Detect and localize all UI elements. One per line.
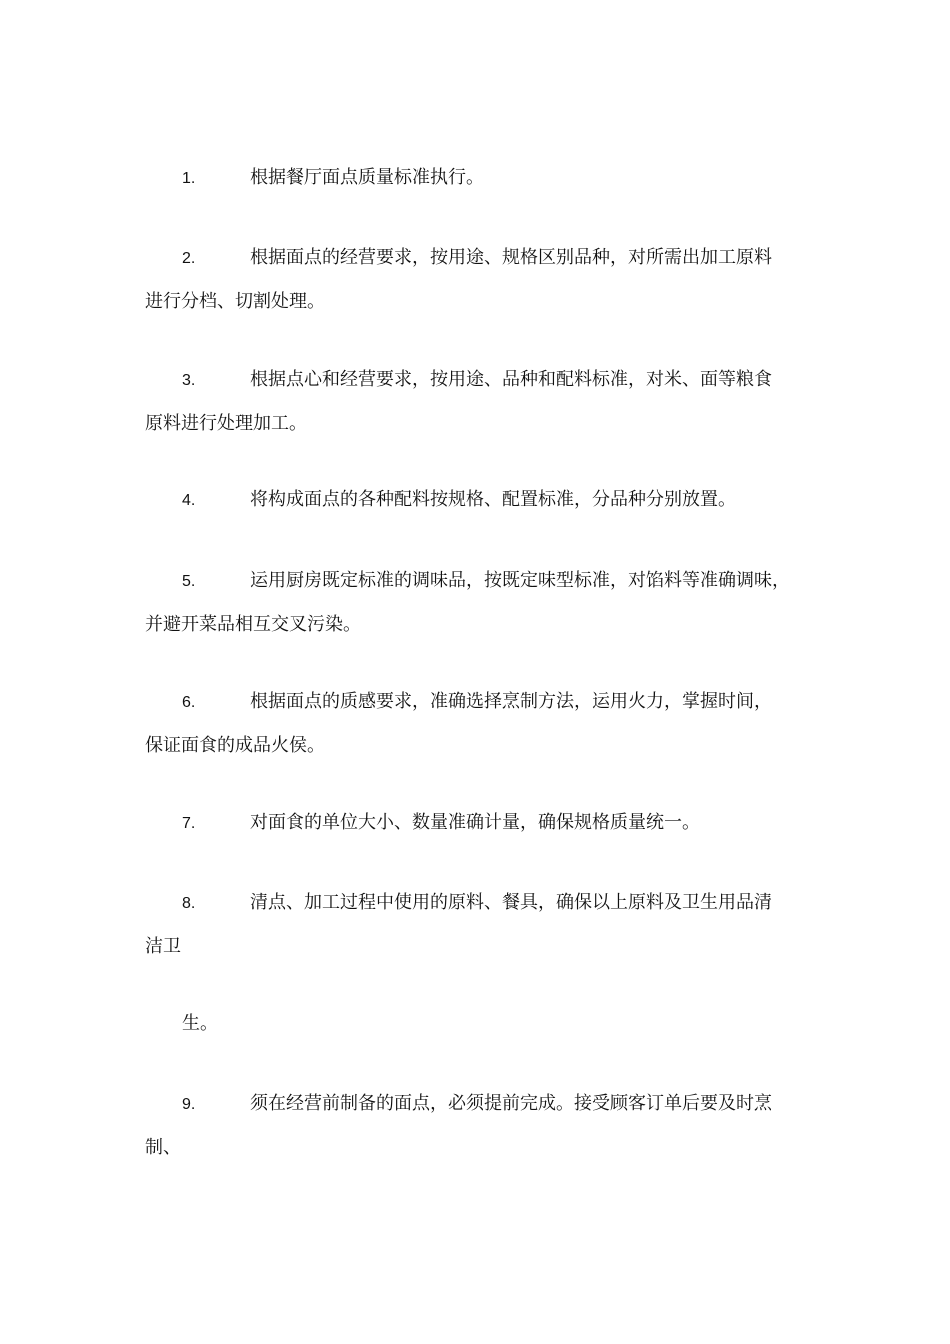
item-text-continued: 并避开菜品相互交叉污染。 [145,614,361,635]
item-number: 3. [182,372,196,389]
list-item-5 [145,559,825,647]
item-text: 对面食的单位大小、数量准确计量，确保规格质量统一。 [250,812,700,833]
item-text: 将构成面点的各种配料按规格、配置标准，分品种分别放置。 [250,489,736,510]
item-text: 根据餐厅面点质量标准执行。 [250,167,484,188]
list-item-4 [145,478,825,522]
list-item-6 [145,680,825,768]
item-number: 6. [182,694,196,711]
list-item-2 [145,236,825,324]
item-text-continued: 进行分档、切割处理。 [145,291,325,312]
list-item-1 [145,156,825,200]
list-item-8-continued [145,1002,825,1046]
item-number: 2. [182,250,196,267]
item-text: 根据点心和经营要求，按用途、品种和配料标准，对米、面等粮食 [250,369,772,390]
item-number: 1. [182,170,196,187]
item-number: 5. [182,573,196,590]
list-item-3 [145,358,825,446]
item-text: 根据面点的质感要求，准确选择烹制方法，运用火力，掌握时间， [250,691,772,712]
item-number: 7. [182,815,196,832]
item-text: 根据面点的经营要求，按用途、规格区别品种，对所需出加工原料 [250,247,772,268]
item-text-continued: 保证面食的成品火侯。 [145,735,325,756]
list-item-9 [145,1082,825,1170]
list-item-8 [145,881,825,969]
item-text-continued: 制、 [145,1137,181,1158]
list-item-7 [145,801,825,845]
item-text: 运用厨房既定标准的调味品，按既定味型标准，对馅料等准确调味， [250,570,790,591]
item-number: 4. [182,492,196,509]
item-text-continued: 洁卫 [145,936,181,957]
item-text-continued: 生。 [182,1013,218,1034]
item-text: 须在经营前制备的面点，必须提前完成。接受顾客订单后要及时烹 [250,1093,772,1114]
item-number: 8. [182,895,196,912]
item-text: 清点、加工过程中使用的原料、餐具，确保以上原料及卫生用品清 [250,892,772,913]
item-text-continued: 原料进行处理加工。 [145,413,307,434]
item-number: 9. [182,1096,196,1113]
